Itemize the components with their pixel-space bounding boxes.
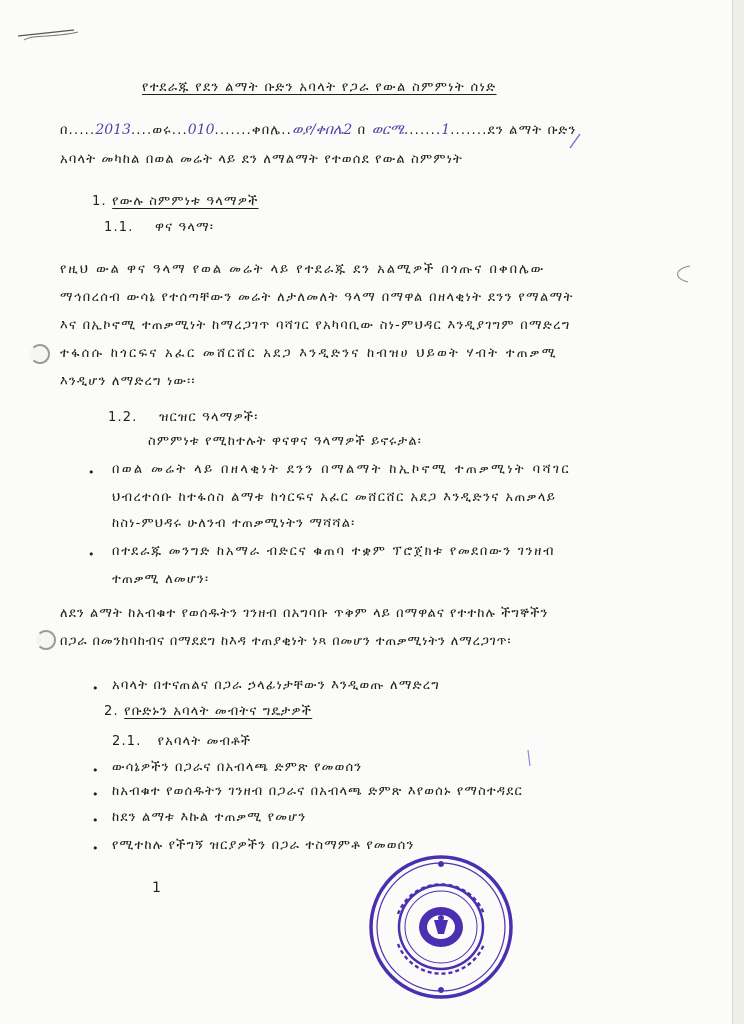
paragraph-1-line: እንዲሆን ለማድረግ ነው፡፡: [60, 374, 196, 389]
bullet-line: ተጠቃሚ ለመሆን፡: [112, 572, 210, 587]
paragraph-1-line: እና በኢኮኖሚ ተጠቃሚነት ከማረጋገጥ ባሻገር የአካባቢው ስነ-ምህዳር እንዲያገግም በማድረግ: [60, 318, 571, 333]
pen-mark: [666, 262, 696, 286]
paragraph-1-line: ማኅበረሰብ ውሳኔ የተሰጣቸውን መሬት ለታለመለት ዓላማ በማዋል በዘላቂነት ደንን የማልማት: [60, 290, 574, 305]
handwritten-month: 010: [187, 122, 215, 138]
bullet-line: አባላት በተናጠልና በጋራ ኃላፊነታቸውን እንዲወጡ ለማድረግ: [112, 678, 440, 693]
bullet-dot: •: [88, 466, 95, 479]
bullet-dot: •: [88, 548, 95, 561]
paragraph-2-line: በጋራ በመንከባከብና በማደደግ ከእዳ ተጠያቂነት ነጻ በመሆን ተጠቃሚነትን ለማረጋገጥ፡: [60, 634, 512, 649]
handwritten-place: ወያ/ቀበሌ2: [291, 122, 353, 138]
paragraph-1-line: የዚህ ውል ዋና ዓላማ የወል መሬት ላይ የተደራጁ ደን አልሚዎች በጎጡና በቀበሌው: [60, 262, 546, 277]
intro-line-1: በ.....2013....ወሩ...010.......ቀበሌ..ወያ/ቀበሌ2 በ ወርሜ.......1.......ደን ልማት ቡድን: [60, 122, 577, 138]
punch-hole: [30, 344, 50, 364]
section-1-heading: 1. የውሉ ስምምነቱ ዓላማዎች: [92, 194, 259, 209]
subsection-1-2-heading: 1.2. ዝርዝር ዓላማዎች፡: [108, 410, 259, 425]
bullet-line: ህብረተሰቡ ከተፋሰስ ልማቱ ከጎርፍና አፈር መሸርሸር አደጋ እንዲድንና አጠቃላይ: [112, 490, 557, 505]
bullet-line: ከደን ልማቱ እኩል ተጠቃሚ የመሆን: [112, 810, 307, 825]
bullet-line: በተደራጁ መንግድ ከአማራ ብድርና ቁጠባ ተቋም ፕሮጀክቱ የመደበውን ገንዘብ: [112, 544, 556, 559]
corner-scribble: [14, 20, 84, 44]
intro-line-2: አባላት መካከል በወል መሬት ላይ ደን ለማልማት የተወሰደ የውል ስምምነት: [60, 152, 464, 167]
document-title: የተደራጁ የደን ልማት ቡድን አባላት የጋራ የውል ስምምነት ሰነድ: [142, 80, 497, 95]
page-edge: [732, 0, 744, 1024]
bullet-dot: •: [92, 764, 99, 777]
punch-hole: [36, 630, 56, 650]
subsection-1-1-heading: 1.1. ዋና ዓላማ፡: [104, 220, 215, 235]
official-stamp: [368, 854, 514, 1000]
bullet-line: ውሳኔዎችን በጋራና በአብላጫ ድምጽ የመወሰን: [112, 760, 363, 775]
bullet-line: ከስነ-ምህዳሩ ሁለንብ ተጠቃሚነትን ማሻሻል፡: [112, 516, 356, 531]
bullet-line: በወል መሬት ላይ በዘላቂነት ደንን በማልማት ከኢኮኖሚ ተጠቃሚነት ባሻገር: [112, 462, 571, 477]
bullet-dot: •: [92, 788, 99, 801]
subsection-1-2-intro: ስምምነቱ የሚከተሉት ዋናዋና ዓላማዎች ይኖሩታል፡: [148, 434, 423, 449]
bullet-dot: •: [92, 682, 99, 695]
handwritten-group: ወርሜ: [371, 122, 404, 138]
bullet-dot: •: [92, 814, 99, 827]
paragraph-2-line: ለደን ልማት ከአብቁተ የወሰዱትን ገንዘብ በአግባቡ ጥቅም ላይ በማዋልና የተተከሉ ችግኞችን: [60, 606, 549, 621]
paragraph-1-line: ተፋሰሱ ከጎርፍና አፈር መሸርሸር አደጋ እንዲድንና ከብዝሀ ህይወት ሃብት ተጠቃሚ: [60, 346, 558, 361]
pen-mark: [566, 128, 586, 152]
section-2-heading: 2. የቡድኑን አባላት መብትና ግዴታዎች: [104, 704, 313, 719]
bullet-line: ከአብቁተ የወሰዱትን ገንዘብ በጋራና በአብላጫ ድምጽ እየወሰኑ የማስተዳደር: [112, 784, 523, 799]
pen-mark: [522, 746, 536, 770]
handwritten-number: 1: [441, 122, 451, 138]
handwritten-year: 2013: [95, 122, 131, 138]
bullet-line: የሚተከሉ የችግኝ ዝርያዎችን በጋራ ተስማምቶ የመወሰን: [112, 838, 415, 853]
subsection-2-1-heading: 2.1. የአባላት መብቶች: [112, 734, 252, 749]
bullet-dot: •: [92, 842, 99, 855]
page-mark: 1: [152, 880, 163, 896]
